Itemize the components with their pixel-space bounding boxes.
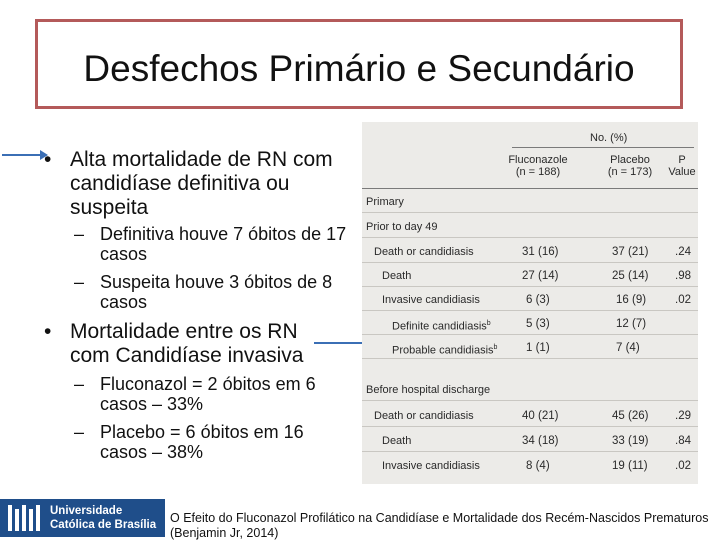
group-header-rule (512, 147, 694, 148)
col-fluconazole-n: (n = 188) (515, 166, 561, 178)
row-rule (362, 334, 698, 335)
row-label: Invasive candidiasis (382, 294, 480, 306)
section-prior: Prior to day 49 (366, 221, 438, 233)
row-pla: 19 (11) (612, 460, 648, 472)
section-before: Before hospital discharge (366, 384, 491, 396)
row-label: Death or candidiasis (374, 410, 474, 422)
row-pla: 16 (9) (616, 294, 647, 306)
row-flu: 5 (3) (526, 318, 550, 330)
row-label (392, 342, 497, 357)
header-rule (362, 188, 698, 189)
row-label-text: Definite candidiasis (392, 320, 487, 333)
row-label: Invasive candidiasis (382, 460, 480, 472)
col-p-sub: Value (668, 166, 696, 178)
logo-text (50, 504, 156, 532)
row-flu: 1 (1) (526, 342, 550, 354)
row-p: .29 (675, 410, 691, 422)
bullet-1: Alta mortalidade de RN com candidíase definitiva ou suspeita (70, 148, 333, 219)
bullet-2: Mortalidade entre os RN com Candidíase invasiva (70, 320, 304, 367)
row-label-sup: b (493, 344, 498, 351)
row-label-text: Probable candidiasis (392, 344, 494, 357)
row-flu: 27 (14) (522, 270, 559, 282)
row-rule (362, 400, 698, 401)
row-flu: 6 (3) (526, 294, 550, 306)
col-placebo-name: Placebo (610, 154, 650, 166)
row-rule (362, 310, 698, 311)
bullet-2-sub-2: Placebo = 6 óbitos em 16 casos – 38% (100, 422, 304, 462)
row-rule (362, 212, 698, 213)
row-rule (362, 237, 698, 238)
bullet-2-sub-1: Fluconazol = 2 óbitos em 6 casos – 33% (100, 374, 316, 414)
row-rule (362, 262, 698, 263)
university-logo (0, 499, 165, 537)
section-primary: Primary (366, 196, 404, 208)
row-pla: 12 (7) (616, 318, 647, 330)
logo-line-1: Universidade (50, 505, 123, 517)
bullet-1-sub-1: Definitiva houve 7 óbitos de 17 casos (100, 224, 347, 264)
row-pla: 33 (19) (612, 435, 649, 447)
dash-4: – (74, 422, 85, 442)
row-flu: 34 (18) (522, 435, 559, 447)
row-p: .84 (675, 435, 691, 447)
row-label: Death (382, 435, 412, 447)
row-p: .98 (675, 270, 691, 282)
dash-1: – (74, 224, 85, 244)
citation: O Efeito do Fluconazol Profilático na Candidíase e Mortalidade dos Recém-Nascidos Prematuros (Benjamin Jr, 2014) (170, 511, 709, 540)
bullet-dot: • (44, 148, 52, 171)
row-p: .02 (675, 460, 691, 472)
footer (0, 497, 720, 540)
row-p: .02 (675, 294, 691, 306)
row-flu: 40 (21) (522, 410, 559, 422)
col-p-value (666, 154, 698, 178)
slide-title: Desfechos Primário e Secundário (83, 48, 635, 89)
row-label: Death (382, 270, 412, 282)
row-rule (362, 358, 698, 359)
bullet-1-sub-2: Suspeita houve 3 óbitos de 8 casos (100, 272, 333, 312)
dash-2: – (74, 272, 85, 292)
col-p-name: P (678, 154, 686, 166)
row-rule (362, 451, 698, 452)
logo-line-2: Católica de Brasília (50, 519, 157, 531)
logo-emblem-icon (6, 503, 46, 533)
row-p: .24 (675, 246, 691, 258)
row-pla: 37 (21) (612, 246, 649, 258)
row-flu: 8 (4) (526, 460, 550, 472)
bullet-dot: • (44, 320, 52, 343)
group-header: No. (%) (590, 132, 628, 144)
col-placebo (600, 154, 660, 178)
bullet-list (0, 0, 360, 500)
col-fluconazole (508, 154, 568, 178)
row-pla: 7 (4) (616, 342, 640, 354)
dash-3: – (74, 374, 85, 394)
col-fluconazole-name: Fluconazole (508, 154, 568, 166)
row-pla: 45 (26) (612, 410, 649, 422)
row-label: Death or candidiasis (374, 246, 474, 258)
row-rule (362, 426, 698, 427)
row-label (392, 318, 491, 333)
row-pla: 25 (14) (612, 270, 649, 282)
results-table (362, 122, 698, 484)
row-rule (362, 286, 698, 287)
col-placebo-n: (n = 173) (607, 166, 653, 178)
row-label-sup: b (486, 320, 491, 327)
row-flu: 31 (16) (522, 246, 559, 258)
